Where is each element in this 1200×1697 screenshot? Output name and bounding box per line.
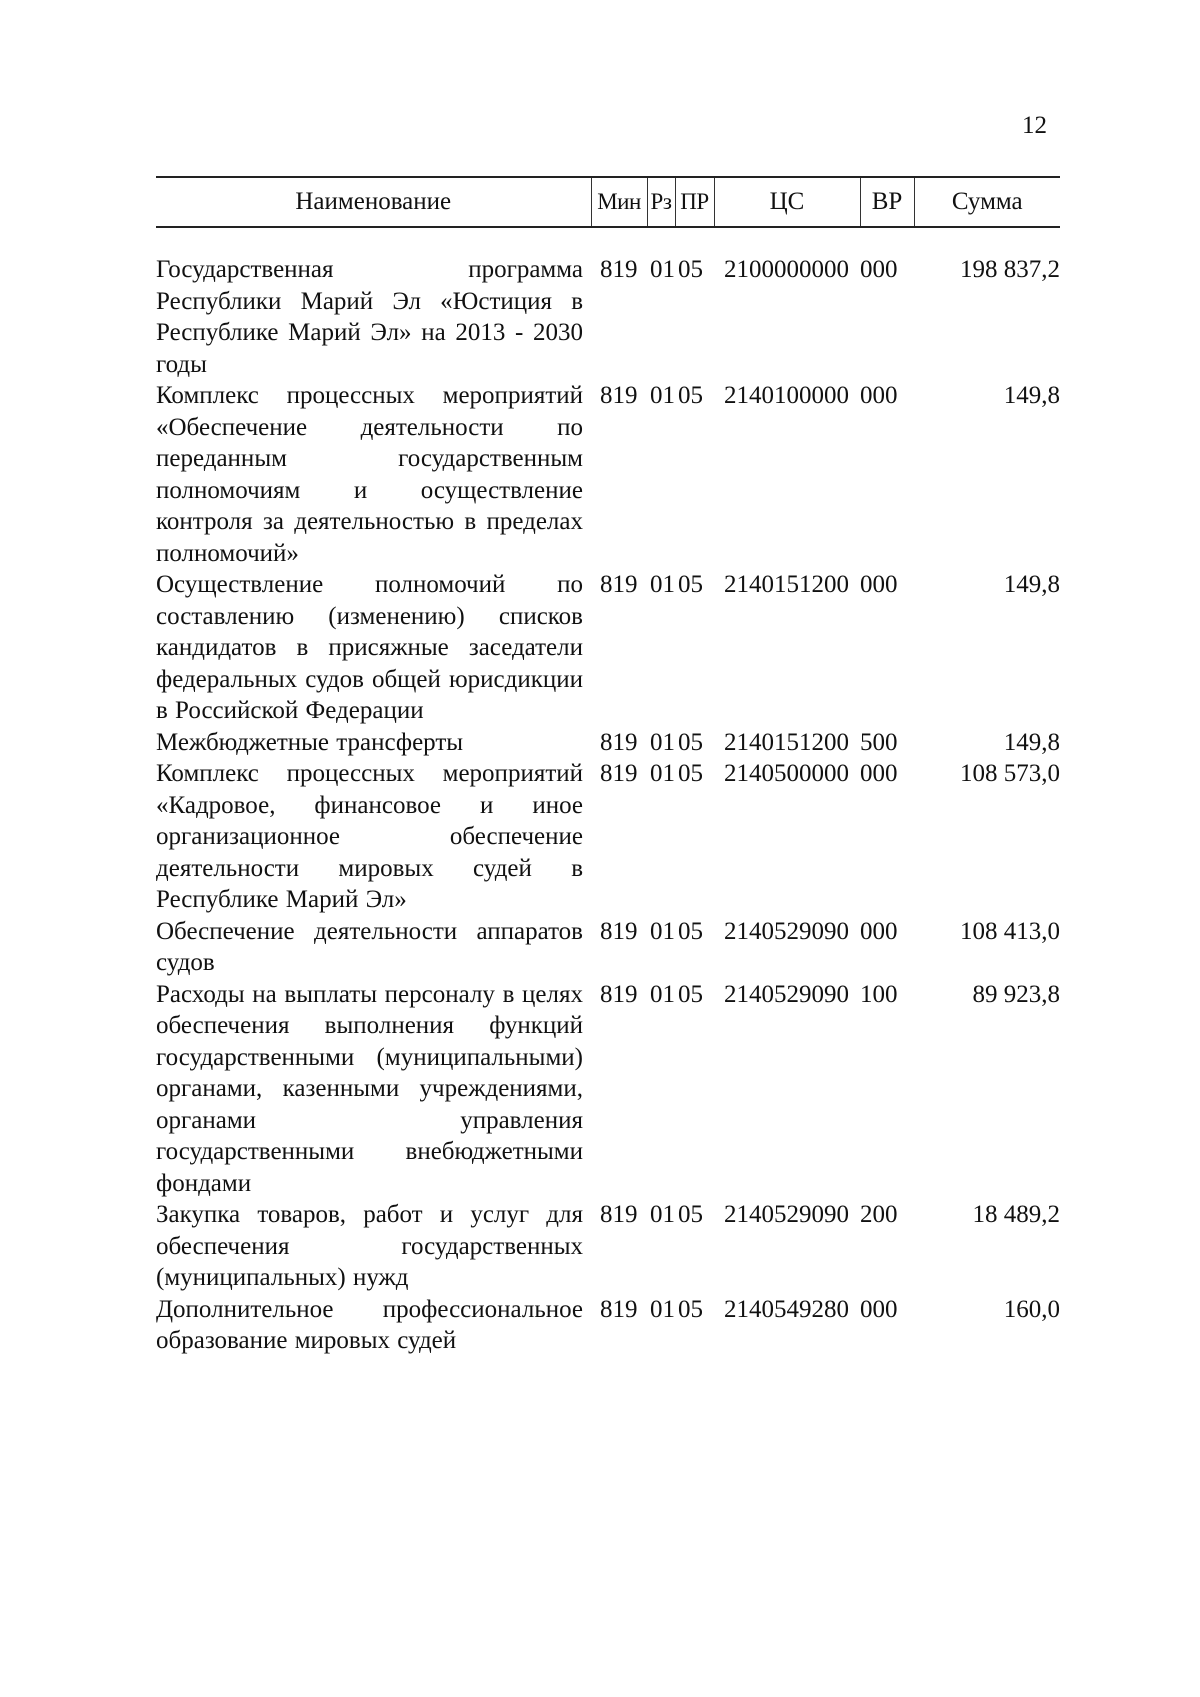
row-name: Осуществление полномочий по составлению (изменению) списков кандидатов в присяжные заседатели федеральных судов общей юрисдикции в Российской Федерации (156, 571, 583, 724)
row-sum: 108 573,0 (960, 760, 1060, 787)
row-pr: 05 (678, 980, 703, 1008)
row-vr: 000 (860, 1295, 898, 1323)
table-row (156, 380, 1060, 569)
header-rz: Рз (647, 177, 675, 227)
row-vr: 200 (860, 1201, 898, 1228)
row-pr: 05 (678, 571, 703, 598)
row-min: 819 (600, 1295, 638, 1323)
row-rz: 01 (650, 1201, 675, 1228)
table-row (156, 916, 1060, 979)
row-vr: 000 (860, 571, 898, 598)
row-pr: 05 (678, 917, 703, 945)
row-vr: 500 (860, 728, 898, 756)
table-header (156, 177, 1060, 227)
row-name: Закупка товаров, работ и услуг для обеспечения государственных (муниципальных) нужд (156, 1201, 583, 1291)
header-vr: ВР (860, 177, 914, 227)
row-rz: 01 (650, 382, 675, 409)
row-cs: 2140100000 (724, 382, 849, 409)
row-vr: 000 (860, 382, 898, 409)
row-vr: 000 (860, 760, 898, 787)
row-sum: 160,0 (1003, 1295, 1060, 1323)
row-pr: 05 (678, 1201, 703, 1228)
row-name: Расходы на выплаты персоналу в целях обеспечения выполнения функций государственными (муниципальными) органами, казенными учреждениями, органами управления государственными внебюджетными фондами (156, 980, 583, 1197)
budget-table (156, 176, 1060, 1357)
row-pr: 05 (678, 256, 703, 283)
row-rz: 01 (650, 571, 675, 598)
table-row (156, 758, 1060, 916)
header-pr: ПР (675, 177, 714, 227)
row-cs: 2140549280 (724, 1295, 849, 1323)
table-row (156, 1199, 1060, 1294)
row-sum: 18 489,2 (972, 1201, 1060, 1228)
row-rz: 01 (650, 980, 675, 1008)
header-min: Мин (591, 177, 647, 227)
row-pr: 05 (678, 1295, 703, 1323)
row-rz: 01 (650, 1295, 675, 1323)
row-min: 819 (600, 760, 638, 787)
row-min: 819 (600, 382, 638, 409)
row-vr: 000 (860, 917, 898, 945)
row-min: 819 (600, 980, 638, 1008)
row-min: 819 (600, 917, 638, 945)
row-min: 819 (600, 571, 638, 598)
table-body (156, 227, 1060, 1357)
row-pr: 05 (678, 382, 703, 409)
table-row (156, 569, 1060, 727)
row-cs: 2140151200 (724, 571, 849, 598)
row-name: Межбюджетные трансферты (156, 728, 464, 756)
row-name: Комплекс процессных мероприятий «Обеспечение деятельности по переданным государственным полномочиям и осуществление контроля за деятельностью в пределах полномочий» (156, 382, 583, 567)
row-rz: 01 (650, 917, 675, 945)
row-vr: 100 (860, 980, 898, 1008)
row-rz: 01 (650, 256, 675, 283)
table-row (156, 727, 1060, 759)
row-min: 819 (600, 256, 638, 283)
row-name: Государственная программа Республики Марий Эл «Юстиция в Республике Марий Эл» на 2013 - 2030 годы (156, 256, 583, 378)
table-row (156, 1294, 1060, 1357)
row-pr: 05 (678, 728, 703, 756)
row-cs: 2140529090 (724, 917, 849, 945)
row-cs: 2140529090 (724, 1201, 849, 1228)
row-name: Обеспечение деятельности аппаратов судов (156, 917, 583, 976)
row-pr: 05 (678, 760, 703, 787)
row-min: 819 (600, 728, 638, 756)
row-name: Комплекс процессных мероприятий «Кадровое, финансовое и иное организационное обеспечение деятельности мировых судей в Республике Марий Эл» (156, 760, 583, 913)
budget-table-container (156, 176, 1060, 1357)
row-sum: 149,8 (1003, 728, 1060, 756)
table-row (156, 979, 1060, 1200)
row-sum: 149,8 (1003, 571, 1060, 598)
row-sum: 108 413,0 (960, 917, 1060, 945)
row-cs: 2100000000 (724, 256, 849, 283)
page-number: 12 (1022, 112, 1047, 139)
row-rz: 01 (650, 728, 675, 756)
row-cs: 2140500000 (724, 760, 849, 787)
header-name: Наименование (156, 177, 591, 227)
table-row (156, 254, 1060, 380)
row-sum: 198 837,2 (960, 256, 1060, 283)
row-vr: 000 (860, 256, 898, 283)
row-sum: 149,8 (1003, 382, 1060, 409)
row-name: Дополнительное профессиональное образование мировых судей (156, 1295, 583, 1354)
row-cs: 2140151200 (724, 728, 849, 756)
header-cs: ЦС (714, 177, 860, 227)
row-cs: 2140529090 (724, 980, 849, 1008)
row-rz: 01 (650, 760, 675, 787)
row-sum: 89 923,8 (972, 980, 1060, 1008)
row-min: 819 (600, 1201, 638, 1228)
header-sum: Сумма (914, 177, 1060, 227)
